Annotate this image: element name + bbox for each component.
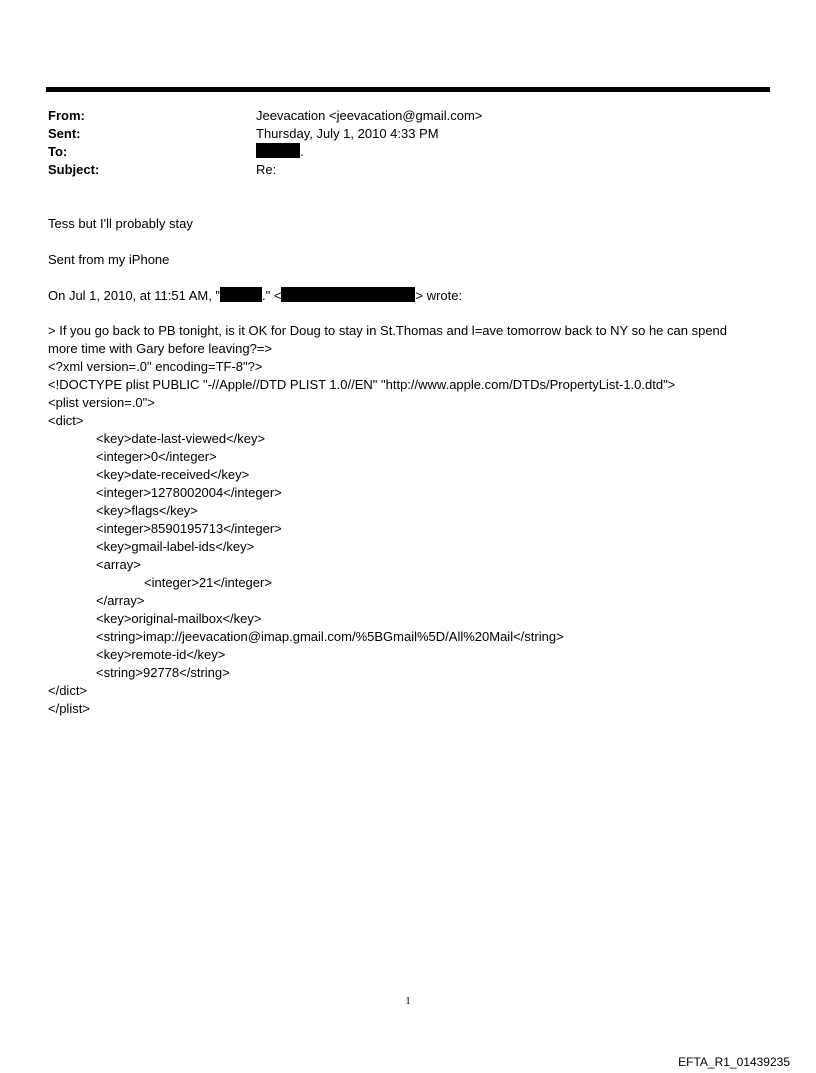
quote-prefix: On Jul 1, 2010, at 11:51 AM, " bbox=[48, 288, 221, 303]
quoted-line: <?xml version=.0" encoding=TF-8"?> bbox=[48, 359, 263, 374]
from-value: Jeevacation <jeevacation@gmail.com> bbox=[256, 108, 483, 123]
plist-line: <string>imap://jeevacation@imap.gmail.com/%5BGmail%5D/All%20Mail</string> bbox=[96, 629, 564, 644]
plist-line: </dict> bbox=[48, 683, 88, 698]
body-line-1: Tess but I'll probably stay bbox=[48, 216, 193, 231]
sent-value: Thursday, July 1, 2010 4:33 PM bbox=[256, 126, 439, 141]
plist-line: <key>flags</key> bbox=[96, 503, 198, 518]
quoted-line: <!DOCTYPE plist PUBLIC "-//Apple//DTD PLIST 1.0//EN" "http://www.apple.com/DTDs/PropertyList-1.0.dtd"> bbox=[48, 377, 676, 392]
plist-line: <key>remote-id</key> bbox=[96, 647, 226, 662]
plist-line: </array> bbox=[96, 593, 145, 608]
quote-suffix: > wrote: bbox=[415, 288, 463, 303]
redaction-box bbox=[220, 287, 262, 302]
to-label: To: bbox=[48, 144, 68, 159]
quote-mid: ." < bbox=[262, 288, 282, 303]
subject-label: Subject: bbox=[48, 162, 100, 177]
bates-number: EFTA_R1_01439235 bbox=[678, 1055, 790, 1069]
quote-attribution bbox=[48, 287, 462, 305]
plist-line: <key>original-mailbox</key> bbox=[96, 611, 262, 626]
subject-value: Re: bbox=[256, 162, 277, 177]
quoted-line: more time with Gary before leaving?=> bbox=[48, 341, 272, 356]
plist-line: <string>92778</string> bbox=[96, 665, 230, 680]
page-number: 1 bbox=[405, 995, 411, 1007]
quoted-line: > If you go back to PB tonight, is it OK for Doug to stay in St.Thomas and l=ave tomorrow back to NY so he can spend bbox=[48, 323, 728, 338]
plist-line: <key>date-received</key> bbox=[96, 467, 250, 482]
redaction-box bbox=[281, 287, 415, 302]
quoted-message bbox=[48, 322, 727, 718]
plist-line: <key>date-last-viewed</key> bbox=[96, 431, 266, 446]
from-label: From: bbox=[48, 108, 85, 123]
header-rule bbox=[46, 87, 770, 92]
to-suffix: . bbox=[300, 144, 304, 159]
plist-line: <integer>0</integer> bbox=[96, 449, 217, 464]
redaction-box bbox=[256, 143, 300, 158]
quoted-line: <dict> bbox=[48, 413, 84, 428]
plist-line: </plist> bbox=[48, 701, 90, 716]
plist-line: <integer>8590195713</integer> bbox=[96, 521, 282, 536]
plist-line: <integer>1278002004</integer> bbox=[96, 485, 282, 500]
plist-line: <array> bbox=[96, 557, 141, 572]
body-line-2: Sent from my iPhone bbox=[48, 252, 170, 267]
sent-label: Sent: bbox=[48, 126, 81, 141]
plist-line: <key>gmail-label-ids</key> bbox=[96, 539, 255, 554]
to-value bbox=[256, 143, 304, 161]
quoted-line: <plist version=.0"> bbox=[48, 395, 155, 410]
plist-line-nested: <integer>21</integer> bbox=[144, 575, 272, 590]
